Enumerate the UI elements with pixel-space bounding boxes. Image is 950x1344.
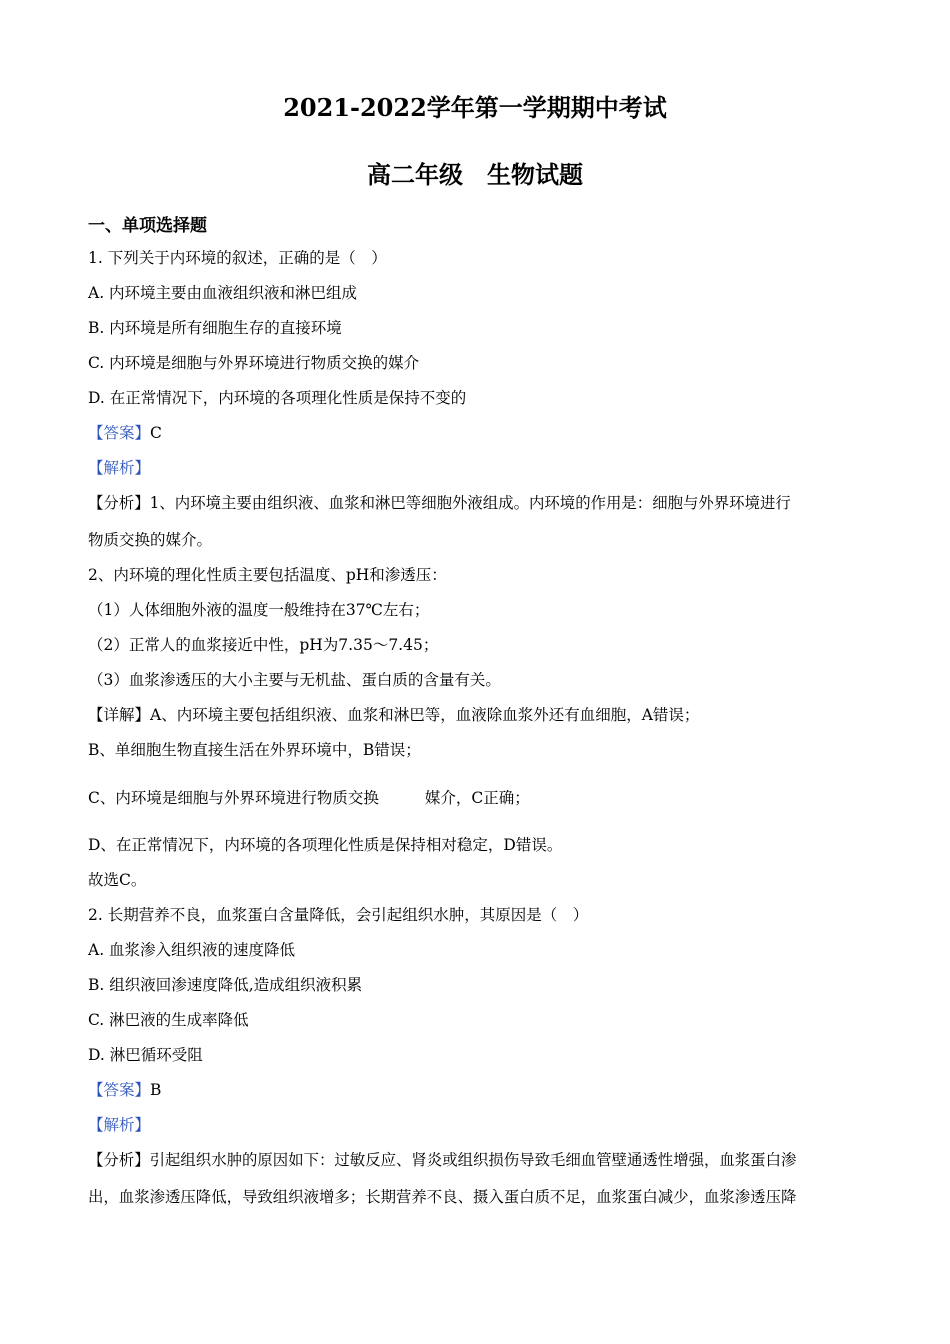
q1-option-b: B. 内环境是所有细胞生存的直接环境 bbox=[88, 319, 342, 337]
q1-fenxi-label: 【分析】 bbox=[88, 494, 150, 512]
section-heading: 一、单项选择题 bbox=[88, 216, 207, 236]
q1-answer bbox=[88, 423, 162, 443]
q1-detail-c-part2: 媒介，C正确； bbox=[424, 789, 530, 807]
q2-stem: 2. 长期营养不良，血浆蛋白含量降低，会引起组织水肿，其原因是（ ） bbox=[88, 906, 589, 924]
q2-fenxi-text1: 引起组织水肿的原因如下：过敏反应、肾炎或组织损伤导致毛细血管壁通透性增强，血浆蛋白渗 bbox=[149, 1151, 797, 1169]
q2-analysis-label: 【解析】 bbox=[88, 1116, 151, 1134]
q1-answer-value: C bbox=[150, 424, 162, 442]
q1-fenxi-line2: 物质交换的媒介。 bbox=[88, 531, 213, 549]
q2-option-a: A. 血浆渗入组织液的速度降低 bbox=[88, 941, 296, 959]
q1-conclusion: 故选C。 bbox=[88, 871, 147, 889]
q2-answer-label: 【答案】 bbox=[88, 1081, 151, 1099]
q2-fenxi-line1 bbox=[88, 1150, 858, 1170]
q2-option-c: C. 淋巴液的生成率降低 bbox=[88, 1011, 249, 1029]
q1-detail-b: B、单细胞生物直接生活在外界环境中，B错误； bbox=[88, 741, 421, 759]
q1-stem: 1. 下列关于内环境的叙述，正确的是（ ） bbox=[88, 249, 387, 267]
q1-point2-2: （2）正常人的血浆接近中性，pH为7.35～7.45； bbox=[88, 636, 439, 654]
q1-analysis-label: 【解析】 bbox=[88, 459, 151, 477]
q1-answer-label: 【答案】 bbox=[88, 424, 151, 442]
q1-option-a: A. 内环境主要由血液组织液和淋巴组成 bbox=[88, 284, 358, 302]
q2-fenxi-label: 【分析】 bbox=[88, 1151, 150, 1169]
q1-detail-a-line bbox=[88, 705, 699, 725]
q1-point2-1: （1）人体细胞外液的温度一般维持在37℃左右； bbox=[88, 601, 430, 619]
q1-detail-a: A、内环境主要包括组织液、血浆和淋巴等，血液除血浆外还有血细胞，A错误； bbox=[150, 706, 700, 724]
q1-option-c: C. 内环境是细胞与外界环境进行物质交换的媒介 bbox=[88, 354, 420, 372]
q1-detail-label: 【详解】 bbox=[88, 706, 151, 724]
q2-answer bbox=[88, 1080, 161, 1100]
q1-point2-3: （3）血浆渗透压的大小主要与无机盐、蛋白质的含量有关。 bbox=[88, 671, 501, 689]
q1-detail-c-line bbox=[88, 788, 530, 808]
q1-detail-d: D、在正常情况下，内环境的各项理化性质是保持相对稳定，D错误。 bbox=[88, 836, 563, 854]
exam-title: 2021-2022学年第一学期期中考试 bbox=[283, 93, 667, 122]
q2-answer-value: B bbox=[150, 1081, 162, 1099]
q1-detail-c-part1: C、内环境是细胞与外界环境进行物质交换 bbox=[88, 789, 379, 807]
q1-fenxi-text1: 1、内环境主要由组织液、血浆和淋巴等细胞外液组成。内环境的作用是：细胞与外界环境进行 bbox=[149, 494, 791, 512]
q1-fenxi-line1 bbox=[88, 493, 858, 513]
q2-option-b: B. 组织液回渗速度降低,造成组织液积累 bbox=[88, 976, 363, 994]
q2-fenxi-line2: 出，血浆渗透压降低，导致组织液增多；长期营养不良、摄入蛋白质不足，血浆蛋白减少，血浆渗透压降 bbox=[88, 1188, 797, 1206]
exam-subtitle: 高二年级 生物试题 bbox=[367, 160, 583, 189]
q1-option-d: D. 在正常情况下，内环境的各项理化性质是保持不变的 bbox=[88, 389, 467, 407]
q1-point2: 2、内环境的理化性质主要包括温度、pH和渗透压： bbox=[88, 566, 447, 584]
q2-option-d: D. 淋巴循环受阻 bbox=[88, 1046, 203, 1064]
